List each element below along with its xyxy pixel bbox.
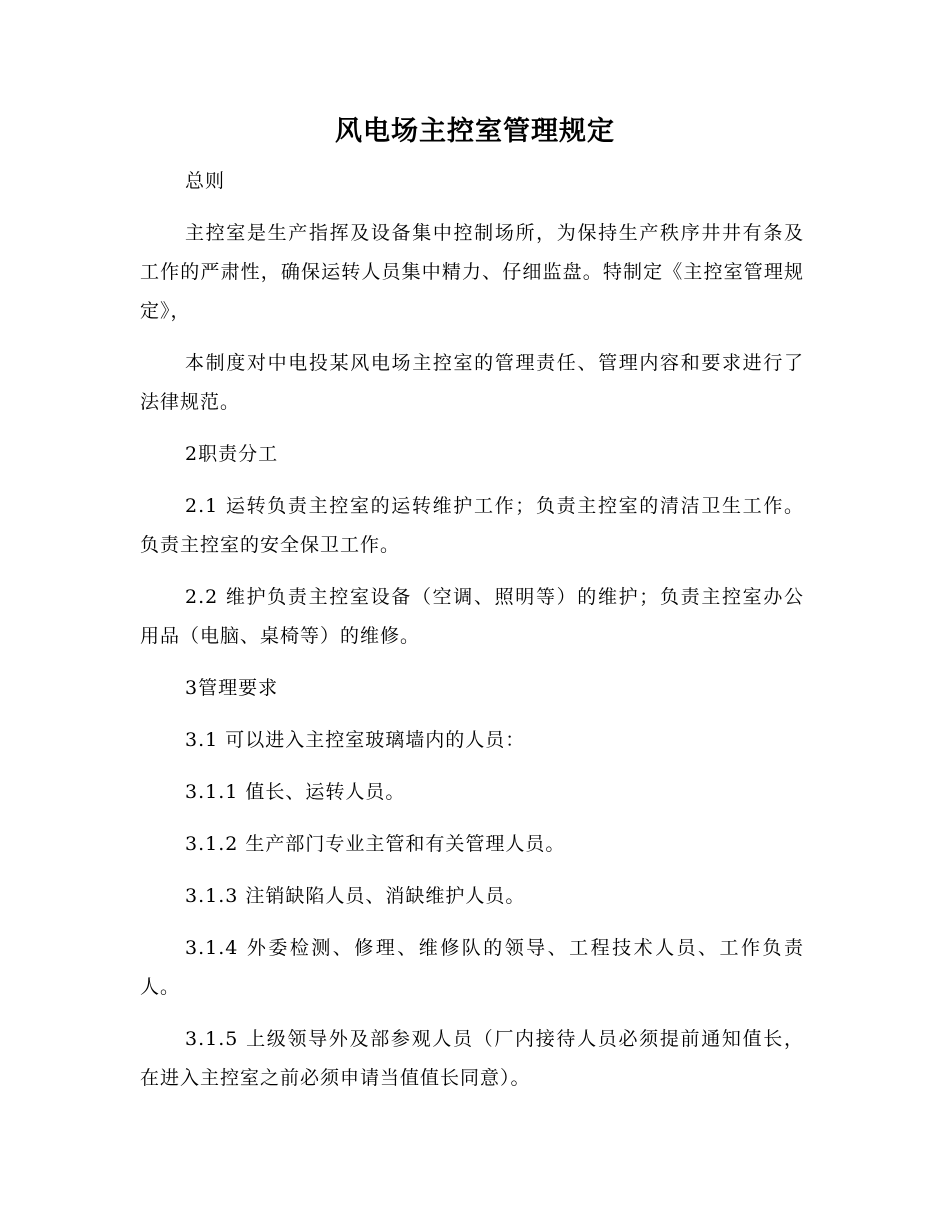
document-title: 风电场主控室管理规定 <box>335 116 615 147</box>
clause-3-1: 3.1 可以进入主控室玻璃墙内的人员： <box>185 729 526 751</box>
body-paragraph: 主控室是生产指挥及设备集中控制场所，为保持生产秩序井井有条及工作的严肃性，确保运转人员集中精力、仔细监盘。特制定《主控室管理规定》， <box>140 222 804 322</box>
document-body <box>140 162 804 1111</box>
clause-2-2: 2.2 维护负责主控室设备（空调、照明等）的维护；负责主控室办公用品（电脑、桌椅等）的维修。 <box>140 586 804 647</box>
clause-3-1-3: 3.1.3 注销缺陷人员、消缺维护人员。 <box>185 885 526 907</box>
clause-3-1-1: 3.1.1 值长、运转人员。 <box>185 781 406 803</box>
clause-3-1-4: 3.1.4 外委检测、修理、维修队的领导、工程技术人员、工作负责人。 <box>140 937 804 998</box>
clause-3-1-2: 3.1.2 生产部门专业主管和有关管理人员。 <box>185 833 566 855</box>
body-paragraph: 本制度对中电投某风电场主控室的管理责任、管理内容和要求进行了法律规范。 <box>140 352 804 413</box>
section-heading-duties: 2职责分工 <box>185 443 279 465</box>
section-heading-general: 总则 <box>185 170 226 192</box>
clause-3-1-5: 3.1.5 上级领导外及部参观人员（厂内接待人员必须提前通知值长，在进入主控室之前必须申请当值值长同意）。 <box>140 1028 804 1089</box>
clause-2-1: 2.1 运转负责主控室的运转维护工作；负责主控室的清洁卫生工作。负责主控室的安全保卫工作。 <box>140 495 804 556</box>
section-heading-requirements: 3管理要求 <box>185 677 279 699</box>
